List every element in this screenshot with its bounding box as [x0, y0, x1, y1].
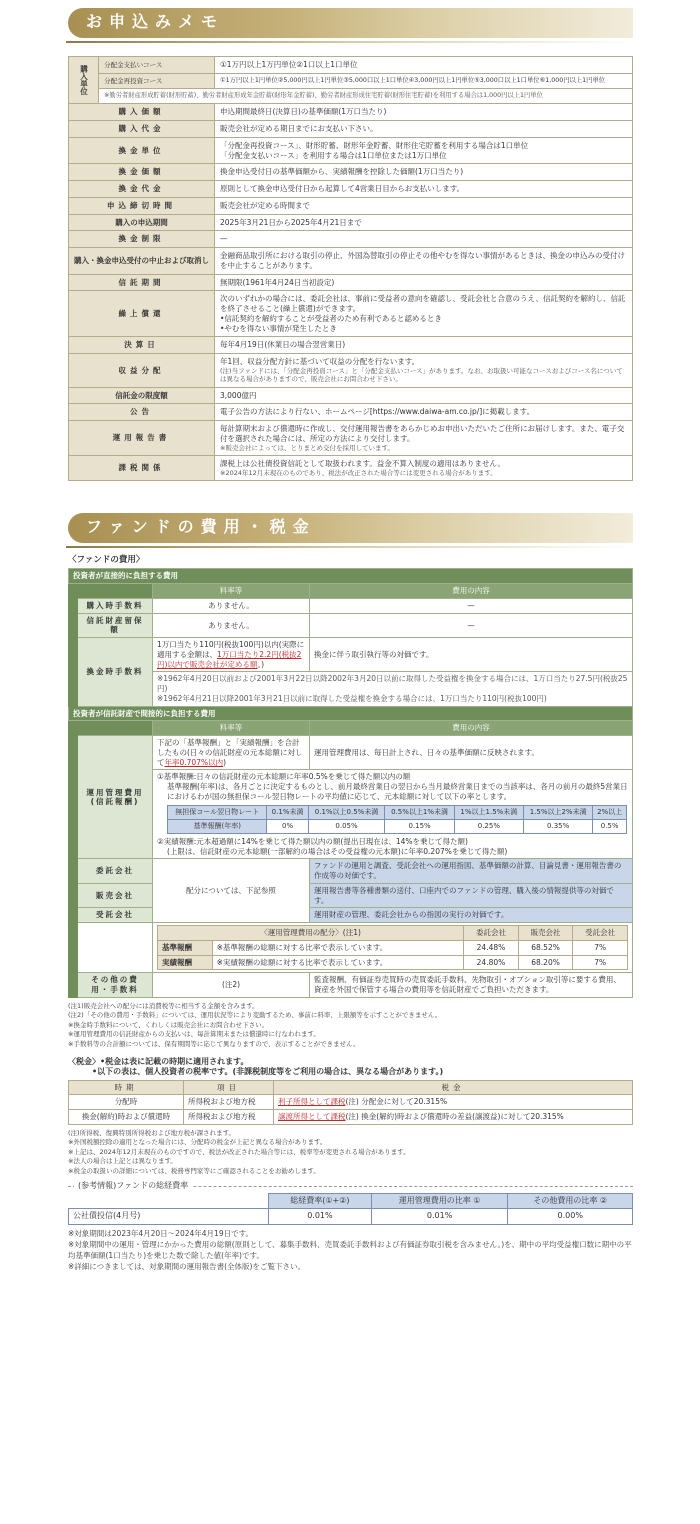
tax-time: 換金(解約)時および償還時	[69, 1110, 184, 1125]
fee-note: (注2)「その他の費用・手数料」については、運用状況等により変動するため、事前に料率、上限額等を示すことができません。	[68, 1011, 442, 1020]
table-row	[69, 214, 633, 231]
memo-row-text: 毎年4月19日(休業日の場合翌営業日)	[220, 340, 346, 350]
other-fee-rate: (注2)	[153, 973, 310, 998]
ref-note: ※対象期間は2023年4月20日〜2024年4月19日です。	[68, 1228, 253, 1238]
tax-note: (注)所得税、復興特別所得税および地方税が課されます。	[68, 1128, 236, 1137]
memo-row-note: ※2024年12月末現在のものであり、税法が改正された場合等には変更される場合があります。	[220, 468, 497, 477]
table-row	[69, 197, 633, 214]
table-row	[69, 164, 633, 181]
alloc-row-label: 基準報酬	[158, 940, 213, 955]
fee-note: (注1)販売会社への配分には消費税等に相当する金額を含みます。	[68, 1001, 259, 1010]
table-row	[69, 1080, 633, 1095]
reserve-content: —	[310, 613, 633, 638]
memo-row-note: ※販売会社によっては、とりまとめ交付を採用しています。	[220, 443, 394, 452]
memo-row-label: 信託金の限度額	[69, 387, 215, 404]
buy-fee-content: —	[310, 598, 633, 613]
distributor-content: 運用報告書等各種書類の送付、口座内でのファンドの管理、購入後の情報提供等の対価です。	[310, 883, 633, 908]
mgmt-fee-label: 運用管理費用(信託報酬)	[78, 736, 153, 859]
base-fee-rate: 0.5%	[593, 819, 627, 833]
memo-row-label: 公告	[69, 404, 215, 421]
memo-row-value	[215, 387, 633, 404]
table-row	[69, 387, 633, 404]
call-rate-band: 0.5%以上1%未満	[385, 805, 454, 819]
table-row	[69, 404, 633, 421]
purchase-unit-label: 購入単位	[69, 57, 99, 104]
table-row	[69, 121, 633, 138]
table-row	[69, 1209, 633, 1224]
table-row	[69, 456, 633, 481]
tax-rate: (注) 換金(解約)時および償還時の差益(譲渡益)に対して20.315%	[345, 1112, 564, 1122]
memo-row-text: 課税上は公社債投資信託として取扱われます。益金不算入制度の適用はありません。	[220, 459, 505, 469]
table-row	[69, 672, 633, 706]
col-rate: 料率等	[153, 584, 310, 599]
memo-banner-title: お申込みメモ	[86, 12, 225, 31]
memo-row-value	[215, 121, 633, 138]
buy-fee-rate: ありません。	[153, 598, 310, 613]
divider	[66, 41, 633, 43]
call-rate-band: 1.5%以上2%未満	[524, 805, 593, 819]
tax-time: 分配時	[69, 1095, 184, 1110]
table-row	[69, 923, 633, 973]
table-row	[69, 973, 633, 998]
table-row	[69, 706, 633, 721]
base-fee-rate-header: 基準報酬(年率)	[168, 819, 267, 833]
fee-banner	[68, 513, 633, 543]
alloc-row-desc: ※実績報酬の総額に対する比率で表示しています。	[212, 955, 464, 970]
alloc-col: 販売会社	[518, 926, 573, 941]
alloc-value: 7%	[573, 940, 628, 955]
mgmt-fee-content: 運用管理費用は、毎日計上され、日々の基準価額に反映されます。	[310, 736, 633, 770]
memo-row-value	[215, 181, 633, 198]
fee-note: ※運用管理費用の信託財産からの支払いは、毎計算期末または償還時に行なわれます。	[68, 1030, 320, 1039]
memo-row-label: 購入価額	[69, 104, 215, 121]
memo-row-text: 販売会社が定める時間まで	[220, 200, 310, 210]
table-row	[69, 231, 633, 248]
tax-value	[274, 1110, 633, 1125]
table-row	[158, 955, 628, 970]
call-rate-band: 0.1%以上0.5%未満	[308, 805, 385, 819]
alloc-value: 24.80%	[464, 955, 519, 970]
memo-row-label: 課税関係	[69, 456, 215, 481]
table-row	[69, 137, 633, 164]
course-value: ①1万円以上1万円単位②1口以上1口単位	[215, 57, 633, 74]
memo-row-label: 購入代金	[69, 121, 215, 138]
page	[68, 0, 633, 1272]
memo-row-label: 繰上償還	[69, 291, 215, 337]
memo-banner	[68, 8, 633, 38]
fee-table	[68, 568, 633, 997]
fee-notes	[68, 1002, 633, 1049]
memo-row-value	[215, 231, 633, 248]
alloc-value: 7%	[573, 955, 628, 970]
ref-col-total: 総経費率(①+②)	[269, 1194, 372, 1209]
fee-note: ※換金時手数料について、くわしくは販売会社にお問合わせ下さい。	[68, 1020, 269, 1029]
ref-mgmt-value: 0.01%	[371, 1209, 508, 1224]
redeem-fee-rate: 1万口当たり110円(税抜100円)以内(実際に適用する金額は、1万口当たり2.2円(税抜2円)以内で販売会社が定める額。)	[153, 638, 310, 672]
table-row	[69, 1110, 633, 1125]
memo-row-value	[215, 137, 633, 164]
table-row	[69, 421, 633, 456]
indirect-fee-header: 投資者が信託財産で間接的に負担する費用	[69, 706, 633, 721]
mgmt-fee-rate: 下記の「基準報酬」と「実績報酬」を合計したもの(日々の信託財産の元本総額に対して年率0.707%以内)	[153, 736, 310, 770]
table-row	[69, 274, 633, 291]
memo-row-text: 換金申込受付日の基準価額から、実績報酬を控除した価額(1万口当たり)	[220, 167, 464, 177]
memo-row-text: 2025年3月21日から2025年4月21日まで	[220, 217, 362, 227]
table-row	[69, 569, 633, 584]
tax-item: 所得税および地方税	[184, 1095, 274, 1110]
memo-row-label: 申込締切時間	[69, 197, 215, 214]
table-row	[69, 1095, 633, 1110]
table-row	[69, 291, 633, 337]
trustee-content: 運用財産の管理、委託会社からの指図の実行の対価です。	[310, 908, 633, 923]
table-row	[69, 1194, 633, 1209]
alloc-title: 〈運用管理費用の配分〉(注1)	[158, 926, 464, 941]
tax-col-tax: 税金	[274, 1080, 633, 1095]
redeem-notes: ※1962年4月20日以前および2001年3月22日以降2002年3月20日以前に取得した受益権を換金する場合には、1万口当たり27.5円(税抜25円) ※1962年4月21日以降2001年3月21日以前に取得した受益権を換金する場合には、1万口当たり110円(税抜100円)	[153, 672, 633, 706]
ref-col-other: その他費用の比率 ②	[508, 1194, 633, 1209]
call-rate-header: 無担保コール翌日物レート	[168, 805, 267, 819]
memo-row-value	[215, 404, 633, 421]
tax-note: ※税金の取扱いの詳細については、税務専門家等にご確認されることをお勧めします。	[68, 1166, 320, 1175]
ref-note: ※対象期間中の運用・管理にかかった費用の総額(原則として、募集手数料、売買委託手数料および有価証券取引税を含みません。)を、期中の平均受益権口数に期中の平均基準価額(1口当たり)を乗じた数で除した値(年率)です。	[68, 1239, 632, 1260]
memo-row-value	[215, 104, 633, 121]
alloc-cell	[153, 923, 633, 973]
alloc-value: 68.52%	[518, 940, 573, 955]
fund-fee-heading: 〈ファンドの費用〉	[68, 555, 145, 566]
table-row	[69, 73, 633, 88]
table-row	[69, 598, 633, 613]
col-content: 費用の内容	[310, 584, 633, 599]
memo-row-text: —	[220, 234, 228, 244]
col-rate: 料率等	[153, 721, 310, 736]
table-row	[69, 354, 633, 388]
alloc-value: 24.48%	[464, 940, 519, 955]
call-rate-table	[167, 805, 627, 834]
table-row	[69, 337, 633, 354]
memo-row-value	[215, 354, 633, 388]
ref-notes	[68, 1229, 633, 1273]
ref-col-mgmt: 運用管理費用の比率 ①	[371, 1194, 508, 1209]
memo-row-label: 換金代金	[69, 181, 215, 198]
divider	[66, 546, 633, 548]
other-fee-content: 監査報酬、有価証券売買時の売買委託手数料、先物取引・オプション取引等に要する費用、資産を外国で保管する場合の費用等を信託財産でご負担いただきます。	[310, 973, 633, 998]
memo-row-value	[215, 248, 633, 275]
tax-table	[68, 1080, 633, 1125]
table-row	[69, 770, 633, 859]
memo-row-label: 決算日	[69, 337, 215, 354]
tax-heading: 〈税金〉•税金は表に記載の時期に適用されます。 •以下の表は、個人投資者の税率です。(非課税制度等をご利用の場合は、異なる場合があります。)	[68, 1056, 444, 1077]
table-row	[69, 721, 633, 736]
side-bar	[69, 584, 78, 707]
memo-row-text: 「分配金再投資コース」、財形貯蓄、財形年金貯蓄、財形住宅貯蓄を利用する場合は1口単位 「分配金支払いコース」を利用する場合は1口単位または1万口単位	[220, 140, 529, 160]
tax-type: 譲渡所得として課税	[278, 1112, 346, 1122]
memo-row-value	[215, 421, 633, 456]
base-fee-rate: 0.25%	[454, 819, 523, 833]
memo-row-value	[215, 456, 633, 481]
base-fee-rate: 0.35%	[524, 819, 593, 833]
trustee-label: 受託会社	[78, 908, 153, 923]
memo-row-value	[215, 164, 633, 181]
consignor-label: 委託会社	[78, 859, 153, 884]
alloc-col: 受託会社	[573, 926, 628, 941]
side-bar	[69, 721, 78, 997]
table-row	[69, 638, 633, 672]
distributor-label: 販売会社	[78, 883, 153, 908]
direct-fee-header: 投資者が直接的に負担する費用	[69, 569, 633, 584]
memo-row-text: 無期限(1961年4月24日当初設定)	[220, 277, 335, 287]
table-row	[69, 584, 633, 599]
redeem-fee-highlight: 1万口当たり2.2円(税抜2円)以内で販売会社が定める額	[157, 649, 302, 669]
table-row	[69, 89, 633, 104]
reference-title: (参考情報)ファンドの総経費率	[74, 1181, 192, 1191]
base-fee-detail: ①基準報酬:日々の信託財産の元本総額に年率0.5%を乗じて得た額以内の額 基準報酬(年率)は、各月ごとに決定するものとし、前月最終営業日の翌日から当月最終営業日までの当該率は、各月の前月の最終5営業日におけるわが国の無担保コール翌日物レートの平均値に応じて、元本総額に対して以下の率とします。 無担保コール翌日物レート 0.1%未満 0.1%以上0.5%未満 0.5%以上1%未満 1%以上1.5%未満 1.5%以上2%未満 2%以上 基準報酬(年率) 0% 0.05% 0.15% 0.25% 0.35% 0.5% ②実績報酬:元本超過額に14%を乗じて得た額以内の額(提出日現在は、14%を乗じて得た額) (上限は、信託財産の元本総額(一部解約の場合はその受益権の元本額)に年率0.207%を乗じて得た額)	[153, 770, 633, 859]
tax-value	[274, 1095, 633, 1110]
memo-row-text: 電子公告の方法により行ない、ホームページ[https://www.daiwa-am.co.jp/]に掲載します。	[220, 407, 535, 417]
base-fee-rate: 0.05%	[308, 819, 385, 833]
call-rate-band: 0.1%未満	[267, 805, 308, 819]
course-label: 分配金再投資コース	[99, 73, 215, 88]
tax-note: ※法人の場合は上記とは異なります。	[68, 1157, 177, 1166]
tax-note: ※外国税額控除の適用となった場合には、分配時の税金が上記と異なる場合があります。	[68, 1138, 327, 1147]
table-row	[69, 613, 633, 638]
table-row	[69, 57, 633, 74]
table-row	[69, 181, 633, 198]
tax-type: 利子所得として課税	[278, 1097, 346, 1107]
course-label: 分配金支払いコース	[99, 57, 215, 74]
memo-row-text: 金融商品取引所における取引の停止、外国為替取引の停止その他やむを得ない事情があるときは、換金の申込みの受付けを中止することがあります。	[220, 251, 625, 270]
reserve-rate: ありません。	[153, 613, 310, 638]
table-row	[69, 104, 633, 121]
memo-row-value	[215, 214, 633, 231]
memo-row-value	[215, 274, 633, 291]
other-fee-label: その他の費用・手数料	[78, 973, 153, 998]
table-row	[69, 248, 633, 275]
consignor-content: ファンドの運用と調査、受託会社への運用指図、基準価額の計算、目論見書・運用報告書の作成等の対価です。	[310, 859, 633, 884]
fee-note: ※手数料等の合計額については、保有期間等に応じて異なりますので、表示することができません。	[68, 1039, 360, 1048]
memo-row-label: 購入の申込期間	[69, 214, 215, 231]
memo-row-text: 毎計算期末および償還時に作成し、交付運用報告書をあらかじめお申出いただいたご住所にお届けします。また、電子交付を選択された場合には、所定の方法により交付します。	[220, 424, 625, 443]
memo-row-text: 次のいずれかの場合には、委託会社は、事前に受益者の意向を確認し、受託会社と合意のうえ、信託契約を解約し、信託を終了させること(繰上償還)ができます。 •信託契約を解約することが受益者のため有利であると認めるとき •やむを得ない事情が発生したとき	[220, 294, 626, 333]
memo-row-text: 年1回、収益分配方針に基づいて収益の分配を行ないます。	[220, 357, 420, 367]
memo-row-text: 販売会社が定める期日までにお支払い下さい。	[220, 124, 378, 134]
memo-row-value	[215, 337, 633, 354]
memo-row-label: 収益分配	[69, 354, 215, 388]
memo-row-text: 申込期間最終日(決算日)の基準価額(1万口当たり)	[220, 107, 387, 117]
ref-note: ※詳細につきましては、対象期間の運用報告書(全体版)をご覧下さい。	[68, 1261, 305, 1271]
table-row	[69, 859, 633, 884]
base-fee-rate: 0.15%	[385, 819, 454, 833]
tax-rate: (注) 分配金に対して20.315%	[345, 1097, 448, 1107]
memo-row-label: 換金単位	[69, 137, 215, 164]
fee-banner-title: ファンドの費用・税金	[86, 517, 316, 537]
alloc-table	[157, 925, 628, 970]
alloc-note: 配分については、下記参照	[153, 859, 310, 923]
memo-row-value	[215, 197, 633, 214]
reference-section	[68, 1181, 633, 1272]
memo-row-label: 購入・換金申込受付の中止および取消し	[69, 248, 215, 275]
memo-row-value	[215, 291, 633, 337]
reference-table	[68, 1193, 633, 1225]
ref-total-value: 0.01%	[269, 1209, 372, 1224]
memo-row-note: (注)当ファンドには、「分配金再投資コース」と「分配金支払いコース」があります。なお、お取扱い可能なコースおよびコース名については異なる場合がありますので、販売会社にお問合わせ下さい。	[220, 366, 623, 384]
call-rate-band: 1%以上1.5%未満	[454, 805, 523, 819]
memo-rows	[69, 104, 633, 481]
redeem-fee-label: 換金時手数料	[78, 638, 153, 707]
col-content: 費用の内容	[310, 721, 633, 736]
tax-notes	[68, 1129, 633, 1176]
memo-row-text: 3,000億円	[220, 390, 257, 400]
tax-note: ※上記は、2024年12月末現在のものですので、税法が改正された場合等には、税率等が変更される場合があります。	[68, 1147, 410, 1156]
redeem-fee-content: 換金に伴う取引執行等の対価です。	[310, 638, 633, 672]
memo-table	[68, 56, 633, 481]
memo-row-label: 換金価額	[69, 164, 215, 181]
tax-item: 所得税および地方税	[184, 1110, 274, 1125]
alloc-row-desc: ※基準報酬の総額に対する比率で表示しています。	[212, 940, 464, 955]
base-fee-rate: 0%	[267, 819, 308, 833]
memo-row-label: 換金制限	[69, 231, 215, 248]
buy-fee-label: 購入時手数料	[78, 598, 153, 613]
ref-fund-name: 公社債投信(4月号)	[69, 1209, 269, 1224]
ref-other-value: 0.00%	[508, 1209, 633, 1224]
memo-row-text: 原則として換金申込受付日から起算して4営業日目からお支払いします。	[220, 184, 465, 194]
alloc-col: 委託会社	[464, 926, 519, 941]
reserve-label: 信託財産留保額	[78, 613, 153, 638]
table-row	[158, 940, 628, 955]
call-rate-band: 2%以上	[593, 805, 627, 819]
table-row	[69, 736, 633, 770]
mgmt-fee-highlight: 年率0.707%以内	[164, 757, 224, 767]
alloc-value: 68.20%	[518, 955, 573, 970]
alloc-row-label: 実績報酬	[158, 955, 213, 970]
course-note: ※勤労者財産形成貯蓄(財形貯蓄)、勤労者財産形成年金貯蓄(財形年金貯蓄)、勤労者財産形成住宅貯蓄(財形住宅貯蓄)を利用する場合は1,000円以上1円単位	[99, 89, 633, 104]
course-value: ①1万円以上1円単位②5,000円以上1円単位③5,000口以上1口単位④3,000円以上1円単位⑤3,000口以上1口単位⑥1,000円以上1円単位	[215, 73, 633, 88]
tax-col-time: 時期	[69, 1080, 184, 1095]
memo-row-label: 信託期間	[69, 274, 215, 291]
memo-row-label: 運用報告書	[69, 421, 215, 456]
tax-col-item: 項目	[184, 1080, 274, 1095]
